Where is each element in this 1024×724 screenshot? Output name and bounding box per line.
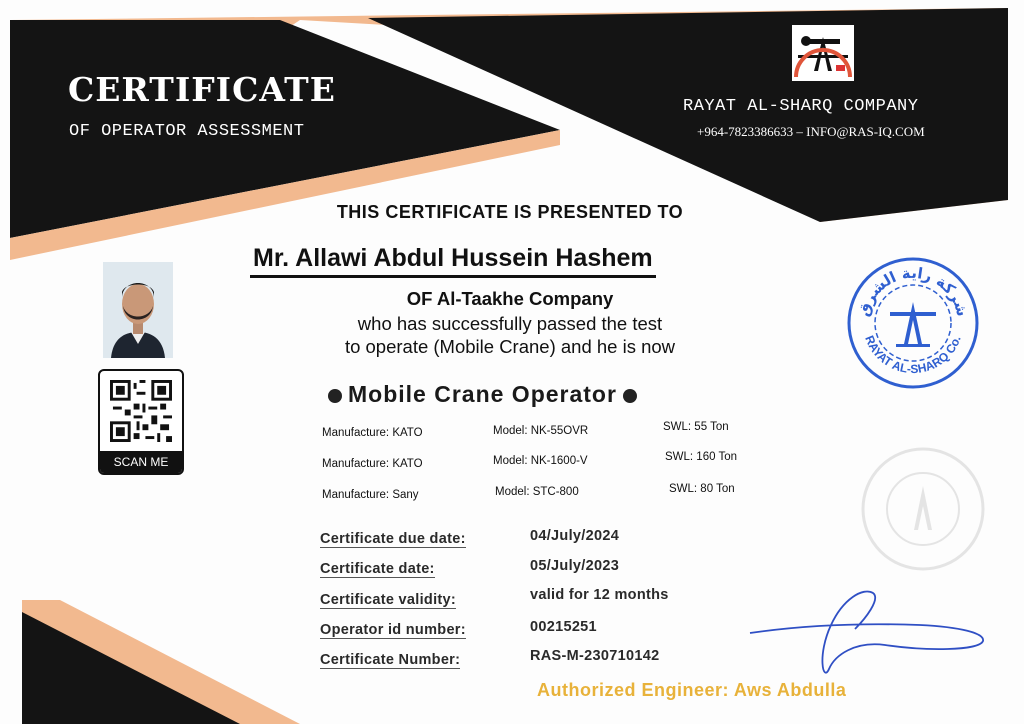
role-text: Mobile Crane Operator <box>348 381 617 407</box>
company-logo <box>792 25 854 81</box>
detail-value: 04/July/2024 <box>530 528 620 544</box>
detail-label: Operator id number: <box>320 622 466 638</box>
scan-me-label: SCAN ME <box>100 451 182 473</box>
faint-stamp-impression <box>858 444 988 574</box>
recipient-name: Mr. Allawi Abdul Hussein Hashem <box>250 244 656 278</box>
spec-model: Model: NK-1600-V <box>493 455 588 467</box>
company-contact: +964-7823386633 – INFO@RAS-IQ.COM <box>697 124 925 139</box>
spec-swl: SWL: 160 Ton <box>665 451 738 463</box>
detail-label: Certificate due date: <box>320 531 466 547</box>
bullet-icon <box>623 389 637 403</box>
svg-text:RAYAT AL-SHARQ Co. <box>862 334 963 377</box>
detail-value: 05/July/2023 <box>530 558 620 574</box>
stamp-top-text: شركة راية الشرق <box>854 263 972 319</box>
spec-swl: SWL: 55 Ton <box>663 421 729 433</box>
engineer-signature <box>745 585 990 680</box>
detail-value: 00215251 <box>530 619 597 635</box>
certificate-title: CERTIFICATE <box>68 70 336 109</box>
authorized-engineer: Authorized Engineer: Aws Abdulla <box>537 680 847 700</box>
presented-to-heading: THIS CERTIFICATE IS PRESENTED TO <box>336 202 684 222</box>
spec-swl: SWL: 80 Ton <box>669 483 735 495</box>
spec-manufacture: Manufacture: KATO <box>322 427 423 439</box>
spec-model: Model: NK-55OVR <box>493 425 589 437</box>
operator-photo <box>103 262 173 358</box>
detail-value: valid for 12 months <box>530 587 669 603</box>
spec-manufacture: Manufacture: Sany <box>322 489 419 501</box>
recipient-company: OF Al-Taakhe Company <box>406 288 614 309</box>
detail-label: Certificate Number: <box>320 652 461 668</box>
bullet-icon <box>328 389 342 403</box>
detail-label: Certificate date: <box>320 561 435 577</box>
certificate-subtitle: OF OPERATOR ASSESSMENT <box>69 122 305 141</box>
detail-value: RAS-M-230710142 <box>530 648 660 664</box>
detail-label: Certificate validity: <box>320 592 457 608</box>
qr-code-icon <box>110 380 172 442</box>
company-stamp <box>846 256 980 390</box>
role-title <box>322 381 643 408</box>
statement-line-1: who has successfully passed the test <box>357 313 663 334</box>
spec-model: Model: STC-800 <box>495 486 579 498</box>
qr-code-box[interactable] <box>98 369 184 475</box>
company-name: RAYAT AL-SHARQ COMPANY <box>683 97 919 116</box>
stamp-bottom-text: RAYAT AL-SHARQ Co. <box>862 333 964 377</box>
statement-line-2: to operate (Mobile Crane) and he is now <box>344 336 676 357</box>
spec-manufacture: Manufacture: KATO <box>322 458 423 470</box>
